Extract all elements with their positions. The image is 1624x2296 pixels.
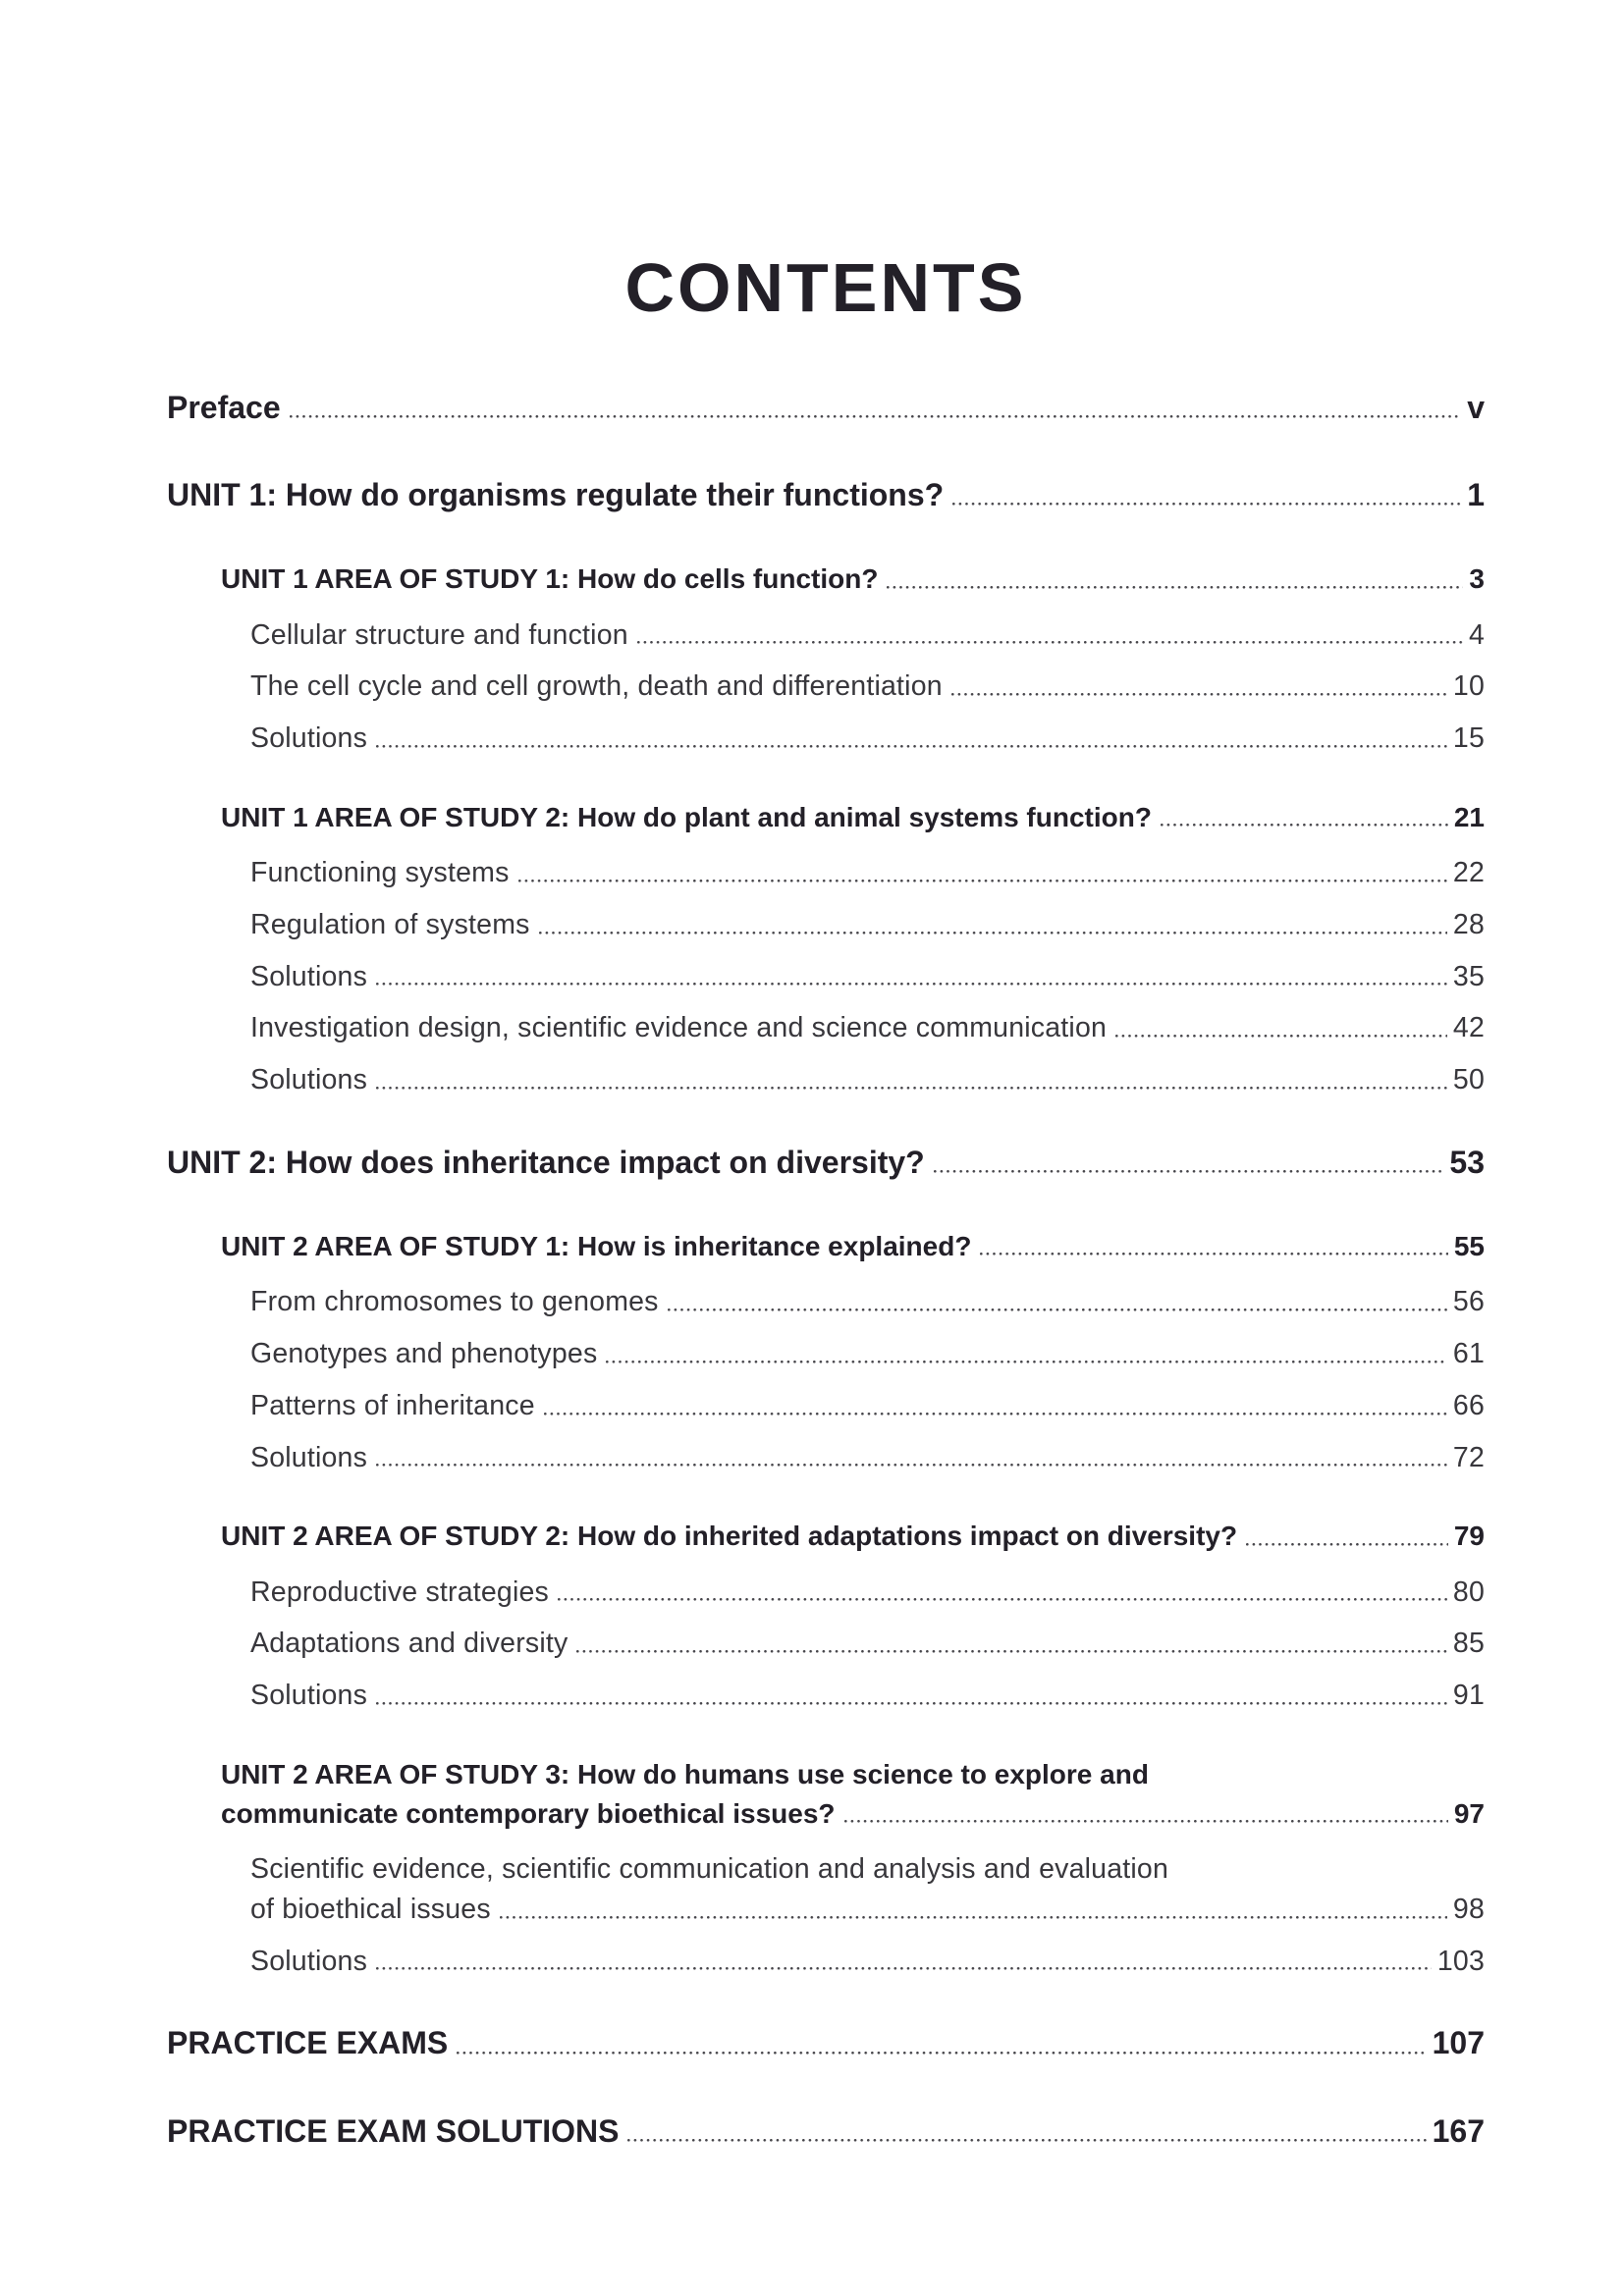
page-number: 22 — [1452, 857, 1485, 889]
toc-row-reproductive-strategies — [167, 1576, 1485, 1609]
toc-label: communicate contemporary bioethical issues? — [221, 1797, 836, 1829]
toc-row-patterns-of-inheritance — [167, 1390, 1485, 1422]
page-number: 53 — [1449, 1144, 1485, 1180]
page-number: 3 — [1469, 563, 1485, 595]
page-number: 1 — [1467, 477, 1485, 513]
dot-leader — [376, 1967, 1432, 1970]
dot-leader — [1161, 824, 1448, 827]
toc-label: Solutions — [250, 1945, 368, 1977]
dot-leader — [457, 2052, 1426, 2055]
dot-leader — [518, 880, 1447, 882]
page-number: 4 — [1468, 618, 1485, 651]
page-number: 61 — [1452, 1338, 1485, 1370]
page-number: 56 — [1452, 1286, 1485, 1318]
toc-row-u1-aos1 — [167, 563, 1485, 595]
dot-leader — [558, 1598, 1447, 1601]
dot-leader — [668, 1308, 1447, 1311]
dot-leader — [1115, 1035, 1447, 1038]
toc-row-unit-1 — [167, 478, 1485, 512]
page-number: 97 — [1453, 1797, 1485, 1829]
dot-leader — [376, 983, 1447, 986]
dot-leader — [934, 1170, 1444, 1173]
page-number: 55 — [1453, 1231, 1485, 1262]
toc-label: Adaptations and diversity — [250, 1628, 568, 1660]
toc-label: Investigation design, scientific evidence and science communication — [250, 1012, 1108, 1044]
dot-leader — [376, 1702, 1447, 1705]
toc-row-genotypes-phenotypes — [167, 1338, 1485, 1370]
toc-row-u2-aos3-solutions — [167, 1946, 1485, 1978]
toc-row-u2-aos2 — [167, 1521, 1485, 1552]
contents-title: CONTENTS — [624, 249, 1027, 326]
toc-row-u1-aos2 — [167, 802, 1485, 833]
toc-label: Preface — [167, 390, 281, 425]
page-number: 21 — [1453, 801, 1485, 832]
toc-row-u1-aos1-solutions — [167, 722, 1485, 755]
toc-label: Solutions — [250, 960, 368, 992]
toc-row-cell-cycle — [167, 670, 1485, 703]
toc-label: UNIT 2 AREA OF STUDY 2: How do inherited adaptations impact on diversity? — [221, 1521, 1238, 1552]
dot-leader — [376, 1087, 1447, 1090]
toc-label: From chromosomes to genomes — [250, 1286, 659, 1318]
toc-label: Cellular structure and function — [250, 618, 628, 651]
toc-label: Solutions — [250, 722, 368, 755]
dot-leader — [952, 503, 1461, 506]
dot-leader — [627, 2139, 1426, 2142]
page-number: 167 — [1432, 2112, 1485, 2149]
page-number: 28 — [1452, 908, 1485, 940]
toc-row-practice-exam-solutions — [167, 2114, 1485, 2149]
dot-leader — [290, 415, 1462, 418]
toc-label: The cell cycle and cell growth, death and differentiation — [250, 670, 943, 703]
toc-label: PRACTICE EXAMS — [167, 2025, 449, 2061]
toc-row-unit-2 — [167, 1146, 1485, 1180]
toc-label: Genotypes and phenotypes — [250, 1338, 598, 1370]
dot-leader — [844, 1820, 1448, 1823]
toc-row-u2-aos1 — [167, 1231, 1485, 1262]
page-number: 107 — [1432, 2025, 1485, 2061]
toc-label: PRACTICE EXAM SOLUTIONS — [167, 2112, 620, 2149]
toc-label: UNIT 2: How does inheritance impact on diversity? — [167, 1144, 925, 1180]
dot-leader — [576, 1650, 1446, 1653]
toc-label: UNIT 2 AREA OF STUDY 1: How is inheritance explained? — [221, 1231, 972, 1262]
page-number: 66 — [1452, 1389, 1485, 1421]
dot-leader — [951, 693, 1447, 696]
toc-row-u2-aos1-solutions — [167, 1442, 1485, 1474]
toc-label: Functioning systems — [250, 857, 510, 889]
toc-label: UNIT 1 AREA OF STUDY 1: How do cells function? — [221, 563, 879, 595]
page-number: 79 — [1453, 1521, 1485, 1552]
toc-row-u1-aos2-solutions-1 — [167, 961, 1485, 993]
toc-row-regulation-of-systems — [167, 909, 1485, 941]
page-number: 42 — [1452, 1012, 1485, 1044]
toc-label: Solutions — [250, 1680, 368, 1712]
page-number: 50 — [1452, 1064, 1485, 1096]
toc-label: of bioethical issues — [250, 1893, 491, 1925]
toc-row-u2-aos2-solutions — [167, 1680, 1485, 1712]
toc-row-u2-aos3-line2 — [167, 1798, 1485, 1830]
toc-row-u1-aos2-solutions-2 — [167, 1064, 1485, 1096]
dot-leader — [376, 745, 1447, 748]
dot-leader — [606, 1361, 1446, 1363]
toc-label: UNIT 2 AREA OF STUDY 3: How do humans use science to explore and — [221, 1758, 1149, 1789]
page-number: 103 — [1436, 1945, 1485, 1977]
page-number: 35 — [1452, 960, 1485, 992]
page-number: 80 — [1452, 1575, 1485, 1608]
toc-row-scientific-evidence-line1 — [167, 1853, 1485, 1886]
page-number: v — [1467, 390, 1485, 425]
toc-label: Regulation of systems — [250, 908, 530, 940]
toc-label: UNIT 1: How do organisms regulate their functions? — [167, 477, 945, 513]
dot-leader — [980, 1253, 1447, 1255]
toc-label: Reproductive strategies — [250, 1575, 550, 1608]
page-number: 85 — [1452, 1628, 1485, 1660]
toc-label: Scientific evidence, scientific communication and analysis and evaluation — [250, 1853, 1169, 1886]
dot-leader — [376, 1464, 1447, 1467]
toc-row-adaptations-diversity — [167, 1628, 1485, 1660]
toc-row-scientific-evidence-line2 — [167, 1894, 1485, 1926]
toc-row-from-chromosomes — [167, 1286, 1485, 1318]
page-number: 72 — [1452, 1441, 1485, 1473]
toc-label: Solutions — [250, 1441, 368, 1473]
toc-label: UNIT 1 AREA OF STUDY 2: How do plant and animal systems function? — [221, 801, 1152, 832]
toc-label: Patterns of inheritance — [250, 1389, 535, 1421]
dot-leader — [1246, 1543, 1448, 1546]
dot-leader — [539, 932, 1447, 934]
toc-label: Solutions — [250, 1064, 368, 1096]
dot-leader — [637, 641, 1463, 644]
toc-row-practice-exams — [167, 2026, 1485, 2060]
toc-row-investigation-design — [167, 1012, 1485, 1044]
toc-row-cellular-structure — [167, 619, 1485, 652]
toc-row-functioning-systems — [167, 857, 1485, 889]
dot-leader — [887, 586, 1463, 589]
page-number: 15 — [1452, 722, 1485, 755]
page-number: 98 — [1452, 1893, 1485, 1925]
dot-leader — [544, 1413, 1447, 1415]
dot-leader — [500, 1916, 1447, 1919]
page-number: 10 — [1452, 670, 1485, 703]
page-number: 91 — [1452, 1680, 1485, 1712]
toc-row-u2-aos3-line1 — [167, 1759, 1485, 1790]
toc-row-preface — [167, 391, 1485, 425]
